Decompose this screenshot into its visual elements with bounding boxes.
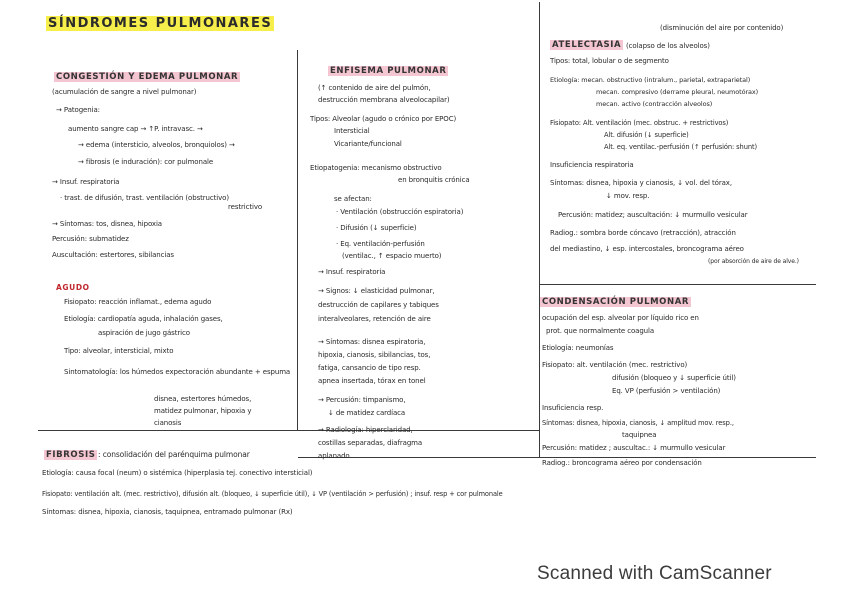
enfisema-line: → Insuf. respiratoria — [318, 268, 386, 276]
atelectasia-line: Fisiopato: Alt. ventilación (mec. obstruc. + restrictivos) — [550, 119, 729, 127]
enfisema-line: Tipos: Alveolar (agudo o crónico por EPOC) — [310, 115, 457, 123]
atelectasia-line: Síntomas: disnea, hipoxia y cianosis, ↓ vol. del tórax, — [550, 179, 732, 187]
agudo-line: Fisiopato: reacción inflamat., edema agudo — [64, 298, 212, 306]
enfisema-heading: ENFISEMA PULMONAR — [330, 66, 447, 76]
condensacion-line: ocupación del esp. alveolar por líquido rico en — [542, 314, 699, 322]
atelectasia-line: Etiología: mecan. obstructivo (intralum., parietal, extraparietal) — [550, 76, 751, 84]
atelectasia-line: mecan. compresivo (derrame pleural, neumotórax) — [596, 88, 759, 96]
enfisema-line: costillas separadas, diafragma — [318, 439, 423, 447]
agudo-line: matidez pulmonar, hipoxia y — [154, 407, 252, 415]
atelectasia-line: Alt. difusión (↓ superficie) — [604, 131, 689, 139]
enfisema-line: en bronquitis crónica — [398, 176, 470, 184]
atelectasia-line: del mediastino, ↓ esp. intercostales, broncograma aéreo — [550, 245, 744, 253]
atelectasia-line: Insuficiencia respiratoria — [550, 161, 634, 169]
fibrosis-line: Etiología: causa focal (neum) o sistémica (hiperplasia tej. conectivo intersticial) — [42, 469, 313, 477]
enfisema-line: (ventilac., ↑ espacio muerto) — [342, 252, 442, 260]
fibrosis-line: : consolidación del parénquima pulmonar — [98, 450, 250, 459]
enfisema-line: → Radiología: hiperclaridad, — [318, 426, 413, 434]
atelectasia-line: (por absorción de aire de alve.) — [708, 258, 799, 265]
atelectasia-line: mecan. activo (contracción alveolos) — [596, 100, 713, 108]
atelectasia-subtitle: (colapso de los alveolos) — [626, 42, 710, 50]
atelectasia-line: Radiog.: sombra borde cóncavo (retracción), atracción — [550, 229, 736, 237]
congestion-line: restrictivo — [228, 203, 263, 211]
divider-right-bottom — [298, 457, 816, 458]
atelectasia-line: Alt. eq. ventilac.-perfusión (↑ perfusión: shunt) — [604, 143, 758, 151]
atelectasia-line: ↓ mov. resp. — [606, 192, 650, 200]
atelectasia-line: Tipos: total, lobular o de segmento — [550, 57, 669, 65]
enfisema-line: → Percusión: timpanismo, — [318, 396, 406, 404]
condensacion-line: difusión (bloqueo y ↓ superficie útil) — [612, 374, 736, 382]
atelectasia-heading: ATELECTASIA — [552, 40, 622, 50]
congestion-line: (acumulación de sangre a nivel pulmonar) — [52, 88, 197, 96]
notes-sheet — [38, 2, 816, 520]
condensacion-line: Etiología: neumonías — [542, 344, 614, 352]
divider-left — [297, 50, 298, 430]
enfisema-line: → Signos: ↓ elasticidad pulmonar, — [318, 287, 435, 295]
enfisema-line: · Difusión (↓ superficie) — [336, 224, 417, 232]
fibrosis-line: Fisiopato: ventilación alt. (mec. restrictivo), difusión alt. (bloqueo, ↓ superficie útil), ↓ VP (ventilación > perfusión) ; insuf. resp + cor pulmonale — [42, 490, 503, 498]
enfisema-line: ↓ de matidez cardíaca — [328, 409, 406, 417]
enfisema-line: destrucción membrana alveolocapilar) — [318, 96, 450, 104]
congestion-line: → Insuf. respiratoria — [52, 178, 120, 186]
enfisema-line: → Síntomas: disnea espiratoria, — [318, 338, 426, 346]
congestion-line: Auscultación: estertores, sibilancias — [52, 251, 174, 259]
congestion-line: → Patogenia: — [56, 106, 100, 114]
congestion-heading: CONGESTIÓN Y EDEMA PULMONAR — [56, 72, 239, 82]
camscanner-watermark: Scanned with CamScanner — [537, 563, 772, 584]
enfisema-line: aplanado — [318, 452, 350, 460]
enfisema-line: · Ventilación (obstrucción espiratoria) — [336, 208, 464, 216]
enfisema-line: hipoxia, cianosis, sibilancias, tos, — [318, 351, 431, 359]
atelectasia-note: (disminución del aire por contenido) — [660, 24, 784, 32]
congestion-line: → Síntomas: tos, disnea, hipoxia — [52, 220, 162, 228]
atelectasia-line: Percusión: matidez; auscultación: ↓ murmullo vesicular — [558, 211, 748, 219]
divider-fibrosis-top — [38, 430, 539, 431]
agudo-line: disnea, estertores húmedos, — [154, 395, 252, 403]
condensacion-line: Percusión: matidez ; auscultac.: ↓ murmullo vesicular — [542, 444, 726, 452]
condensacion-line: Eq. VP (perfusión > ventilación) — [612, 387, 721, 395]
agudo-line: cianosis — [154, 419, 182, 427]
page-title: SÍNDROMES PULMONARES — [48, 16, 273, 31]
congestion-line: aumento sangre cap → ↑P. intravasc. → — [68, 125, 203, 133]
agudo-heading: AGUDO — [56, 283, 90, 292]
agudo-line: Etiología: cardiopatía aguda, inhalación gases, — [64, 315, 223, 323]
divider-right-mid — [539, 284, 816, 285]
agudo-line: aspiración de jugo gástrico — [98, 329, 190, 337]
congestion-line: · trast. de difusión, trast. ventilación (obstructivo) — [60, 194, 229, 202]
agudo-line: Sintomatología: los húmedos expectoración abundante + espuma — [64, 368, 291, 376]
congestion-line: Percusión: submatidez — [52, 235, 129, 243]
condensacion-heading: CONDENSACIÓN PULMONAR — [542, 297, 690, 307]
congestion-line: → fibrosis (e induración): cor pulmonale — [78, 158, 214, 166]
condensacion-line: Insuficiencia resp. — [542, 404, 604, 412]
enfisema-line: Vicariante/funcional — [334, 140, 402, 148]
enfisema-line: · Eq. ventilación-perfusión — [336, 240, 425, 248]
condensacion-line: prot. que normalmente coagula — [546, 327, 655, 335]
fibrosis-line: Síntomas: disnea, hipoxia, cianosis, taquipnea, entramado pulmonar (Rx) — [42, 508, 293, 516]
divider-center — [539, 2, 540, 457]
fibrosis-heading: FIBROSIS — [46, 450, 96, 460]
condensacion-line: Radiog.: broncograma aéreo por condensación — [542, 459, 702, 467]
enfisema-line: apnea insertada, tórax en tonel — [318, 377, 426, 385]
enfisema-line: (↑ contenido de aire del pulmón, — [318, 84, 431, 92]
enfisema-line: se afectan: — [334, 195, 372, 203]
enfisema-line: interalveolares, retención de aire — [318, 315, 431, 323]
enfisema-line: fatiga, cansancio de tipo resp. — [318, 364, 421, 372]
agudo-line: Tipo: alveolar, intersticial, mixto — [64, 347, 174, 355]
condensacion-line: Síntomas: disnea, hipoxia, cianosis, ↓ amplitud mov. resp., — [542, 419, 734, 427]
congestion-line: → edema (intersticio, alveolos, bronquiolos) → — [78, 141, 235, 149]
enfisema-line: Intersticial — [334, 127, 370, 135]
enfisema-line: Etiopatogenia: mecanismo obstructivo — [310, 164, 442, 172]
condensacion-line: taquipnea — [622, 431, 657, 439]
condensacion-line: Fisiopato: alt. ventilación (mec. restrictivo) — [542, 361, 688, 369]
enfisema-line: destrucción de capilares y tabiques — [318, 301, 439, 309]
